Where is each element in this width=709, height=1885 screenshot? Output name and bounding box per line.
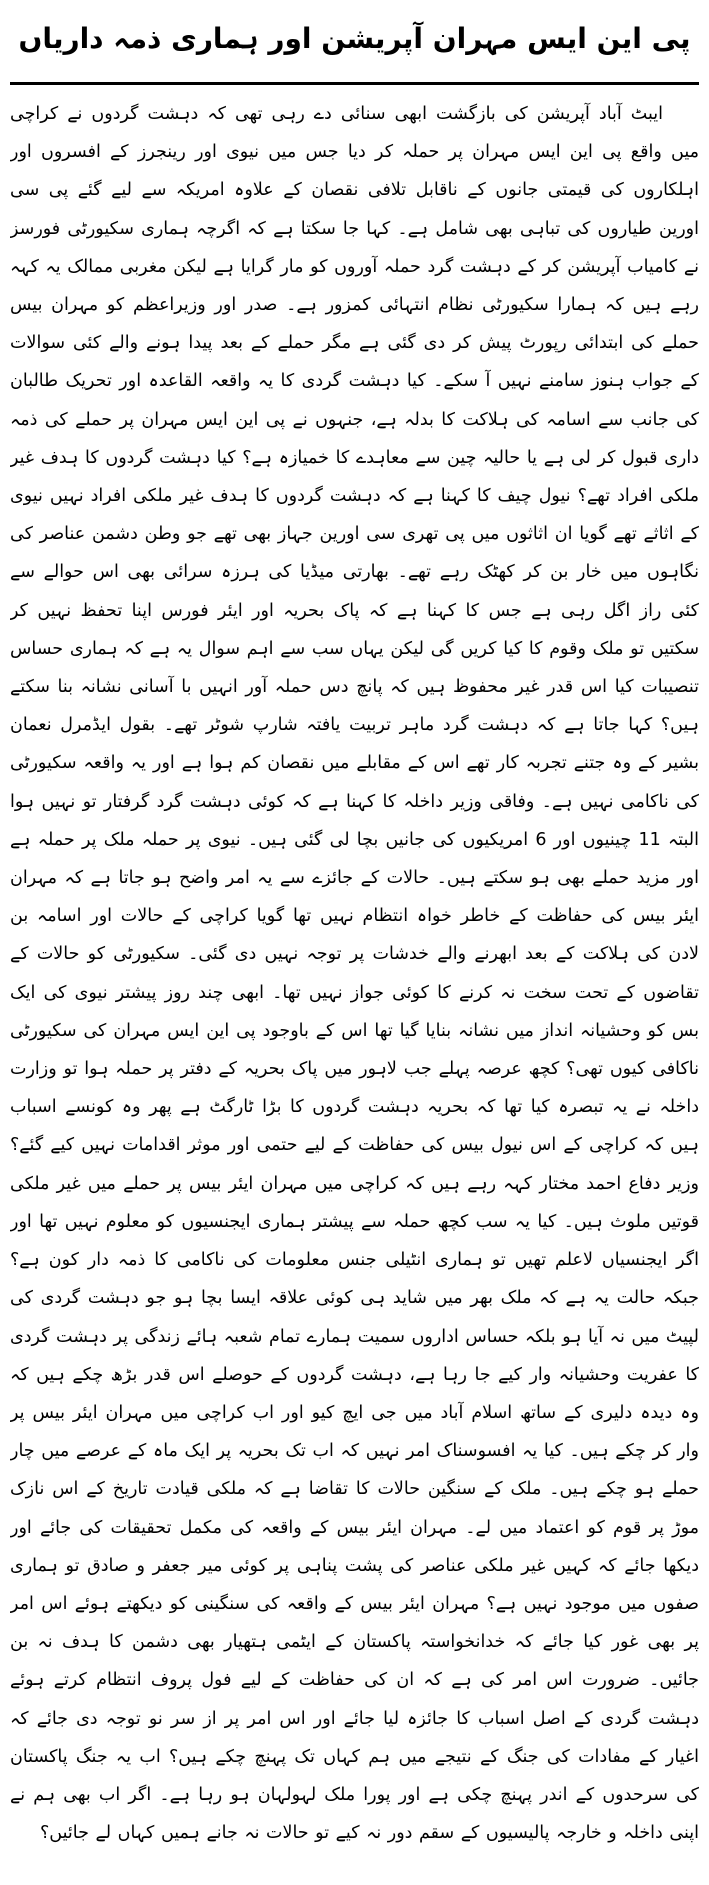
article-body — [10, 95, 699, 1865]
headline: پی این ایس مہران آپریشن اور ہماری ذمہ داریاں — [18, 22, 691, 55]
headline-rule — [10, 82, 699, 85]
article-paragraph: ایبٹ آباد آپریشن کی بازگشت ابھی سنائی دے رہی تھی کہ دہشت گردوں نے کراچی میں واقع پی این ایس مہران پر حملہ کر دیا جس میں نیوی اور رینجرز کے افسروں اور اہلکاروں کی قیمتی جانوں کے ناقابل تلافی نقصان کے علاوہ امریکہ سے لیے گئے پی سی اورین طیاروں کی تباہی بھی شامل ہے۔ کہا جا سکتا ہے کہ اگرچہ ہماری سکیورٹی فورسز نے کامیاب آپریشن کر کے دہشت گرد حملہ آوروں کو مار گرایا ہے لیکن مغربی ممالک یہ کہہ رہے ہیں کہ ہمارا سکیورٹی نظام انتہائی کمزور ہے۔ صدر اور وزیراعظم کو مہران بیس حملے کی ابتدائی رپورٹ پیش کر دی گئی ہے مگر حملے کے بعد پیدا ہونے والے کئی سوالات کے جواب ہنوز سامنے نہیں آ سکے۔ کیا دہشت گردی کا یہ واقعہ القاعدہ اور تحریک طالبان کی جانب سے اسامہ کی ہلاکت کا بدلہ ہے، جنہوں نے پی این ایس مہران پر حملے کی ذمہ داری قبول کر لی ہے یا حالیہ چین سے معاہدے کا خمیازہ ہے؟ کیا دہشت گردوں کا ہدف غیر ملکی افراد تھے؟ نیول چیف کا کہنا ہے کہ دہشت گردوں کا ہدف غیر ملکی افراد نہیں نیوی کے اثاثے تھے گویا ان اثاثوں میں پی تھری سی اورین جہاز بھی تھے جو وطن دشمن عناصر کی نگاہوں میں خار بن کر کھٹک رہے تھے۔ بھارتی میڈیا کی ہرزہ سرائی بھی اس حوالے سے کئی راز اگل رہی ہے جس کا کہنا ہے کہ پاک بحریہ اور ایئر فورس اپنا تحفظ نہیں کر سکتیں تو ملک وقوم کا کیا کریں گی لیکن یہاں سب سے اہم سوال یہ ہے کہ ہماری حساس تنصیبات کیا اس قدر غیر محفوظ ہیں کہ پانچ دس حملہ آور انہیں با آسانی نشانہ بنا سکتے ہیں؟ کہا جاتا ہے کہ دہشت گرد ماہر تربیت یافتہ شارپ شوٹر تھے۔ بقول ایڈمرل نعمان بشیر کے وہ جتنے تجربہ کار تھے اس کے مقابلے میں نقصان کم ہوا ہے اور یہ واقعہ سکیورٹی کی ناکامی نہیں ہے۔ وفاقی وزیر داخلہ کا کہنا ہے کہ کوئی دہشت گرد گرفتار تو نہیں ہوا البتہ 11 چینیوں اور 6 امریکیوں کی جانیں بچا لی گئی ہیں۔ نیوی پر حملہ ملک پر حملہ ہے اور مزید حملے بھی ہو سکتے ہیں۔ حالات کے جائزے سے یہ امر واضح ہو جاتا ہے کہ مہران ایئر بیس کی حفاظت کے خاطر خواہ انتظام نہیں تھا گویا کراچی کے حالات اور اسامہ بن لادن کی ہلاکت کے بعد ابھرنے والے خدشات پر توجہ نہیں دی گئی۔ سکیورٹی کو حالات کے تقاضوں کے تحت سخت نہ کرنے کا کوئی جواز نہیں تھا۔ ابھی چند روز پیشتر نیوی کی ایک بس کو وحشیانہ انداز میں نشانہ بنایا گیا تھا اس کے باوجود پی این ایس مہران کی سکیورٹی ناکافی کیوں تھی؟ کچھ عرصہ پہلے جب لاہور میں پاک بحریہ کے دفتر پر حملہ ہوا تو وزارت داخلہ نے یہ تبصرہ کیا تھا کہ بحریہ دہشت گردوں کا بڑا ٹارگٹ ہے پھر وہ کونسے اسباب ہیں کہ کراچی کے اس نیول بیس کی حفاظت کے لیے حتمی اور موثر اقدامات نہیں کیے گئے؟ وزیر دفاع احمد مختار کہہ رہے ہیں کہ کراچی میں مہران ایئر بیس پر حملے میں غیر ملکی قوتیں ملوث ہیں۔ کیا یہ سب کچھ حملہ سے پیشتر ہماری ایجنسیوں کو معلوم نہیں تھا اور اگر ایجنسیاں لاعلم تھیں تو ہماری انٹیلی جنس معلومات کی ناکامی کا ذمہ دار کون ہے؟ جبکہ حالت یہ ہے کہ ملک بھر میں شاید ہی کوئی علاقہ ایسا بچا ہو جو دہشت گردی کی لپیٹ میں نہ آیا ہو بلکہ حساس اداروں سمیت ہمارے تمام شعبہ ہائے زندگی پر دہشت گردی کا عفریت وحشیانہ وار کیے جا رہا ہے، دہشت گردوں کے حوصلے اس قدر بڑھ چکے ہیں کہ وہ دیدہ دلیری کے ساتھ اسلام آباد میں جی ایچ کیو اور اب کراچی میں مہران ایئر بیس پر وار کر چکے ہیں۔ کیا یہ افسوسناک امر نہیں کہ اب تک بحریہ پر ایک ماہ کے عرصے میں چار حملے ہو چکے ہیں۔ ملک کے سنگین حالات کا تقاضا ہے کہ ملکی قیادت تاریخ کے اس نازک موڑ پر قوم کو اعتماد میں لے۔ مہران ایئر بیس کے واقعہ کی مکمل تحقیقات کی جائے اور دیکھا جائے کہ کہیں غیر ملکی عناصر کی پشت پناہی پر کوئی میر جعفر و صادق تو ہماری صفوں میں موجود نہیں ہے؟ مہران ایئر بیس کے واقعہ کی سنگینی کو دیکھتے ہوئے اس امر پر بھی غور کیا جائے کہ خدانخواستہ پاکستان کے ایٹمی ہتھیار بھی دشمن کا ہدف نہ بن جائیں۔ ضرورت اس امر کی ہے کہ ان کی حفاظت کے لیے فول پروف انتظام کرتے ہوئے دہشت گردی کے اصل اسباب کا جائزہ لیا جائے اور اس امر پر از سر نو توجہ دی جائے کہ اغیار کے مفادات کی جنگ کے نتیجے میں ہم کہاں تک پہنچ چکے ہیں؟ اب یہ جنگ پاکستان کی سرحدوں کے اندر پہنچ چکی ہے اور پورا ملک لہولہان ہو رہا ہے۔ اگر اب بھی ہم نے اپنی داخلہ و خارجہ پالیسیوں کے سقم دور نہ کیے تو حالات نہ جانے ہمیں کہاں لے جائیں؟ — [10, 104, 699, 1844]
